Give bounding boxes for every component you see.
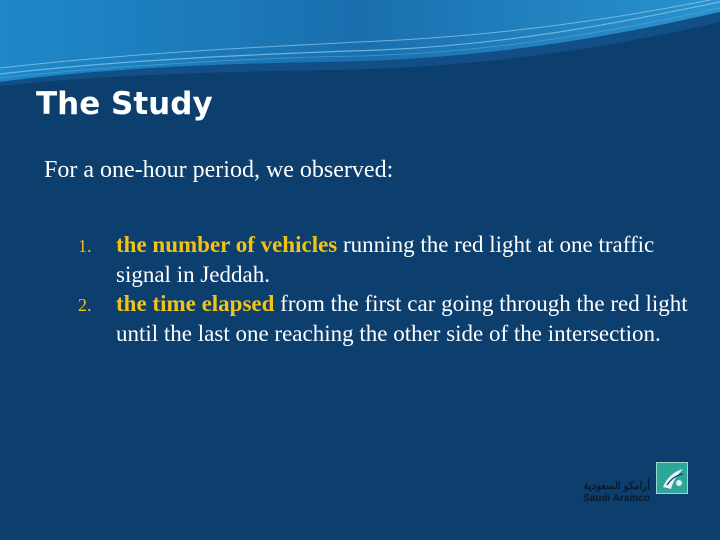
logo-wordmark: [583, 481, 650, 505]
header-wave-decoration: [0, 0, 720, 90]
list-item-highlight: the number of vehicles: [116, 232, 338, 257]
company-logo: [572, 460, 688, 510]
list-item: [0, 289, 720, 348]
list-item-text: running the red light at one traffic signal in Jeddah.: [116, 232, 655, 287]
list-item-highlight: the time elapsed: [116, 291, 275, 316]
list-item-number: 1.: [78, 236, 92, 256]
list-item-number: 2.: [78, 295, 92, 315]
saudi-aramco-emblem-icon: [656, 462, 688, 494]
slide-title: The Study: [36, 86, 213, 122]
findings-list: [0, 230, 720, 348]
intro-text: For a one-hour period, we observed:: [44, 157, 394, 183]
list-item-text: from the first car going through the red light until the last one reaching the other side of the intersection.: [116, 291, 688, 346]
list-item: [0, 230, 720, 289]
logo-arabic-text: أرامكو السعودية: [583, 481, 650, 492]
logo-english-text: Saudi Aramco: [583, 493, 650, 504]
